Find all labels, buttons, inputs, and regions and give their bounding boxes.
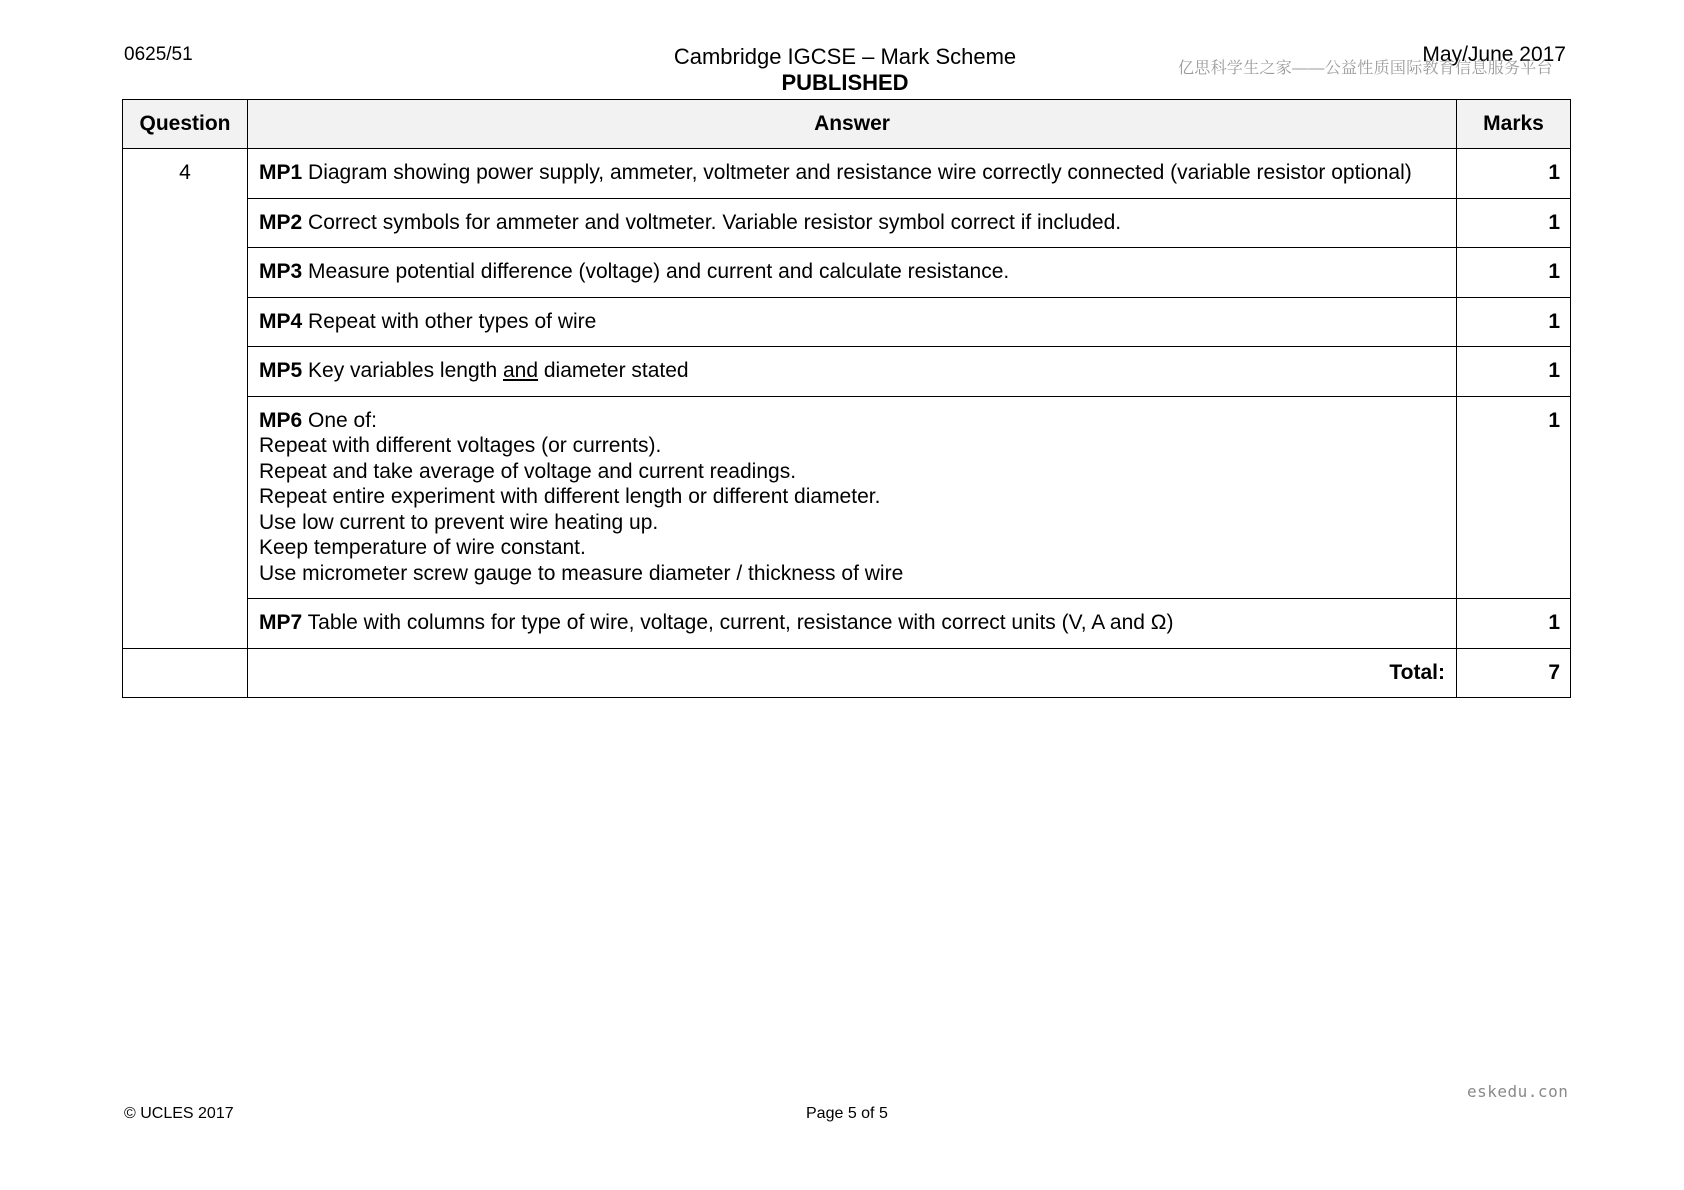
exam-session: May/June 2017 [1422, 43, 1566, 66]
syllabus-code: 0625/51 [124, 44, 193, 65]
answer-cell [248, 248, 1457, 298]
answer-intro [259, 408, 1444, 434]
answer-cell [248, 297, 1457, 347]
table-row [123, 599, 1571, 649]
answer-text: Measure potential difference (voltage) and current and calculate resistance. [302, 260, 1010, 283]
mark-cell: 1 [1457, 149, 1571, 199]
copyright-notice: © UCLES 2017 [124, 1105, 234, 1122]
marking-point-label: MP3 [259, 260, 303, 283]
marks-column-header: Marks [1457, 100, 1571, 149]
mark-cell: 1 [1457, 248, 1571, 298]
page-number: Page 5 of 5 [806, 1105, 888, 1122]
mark-cell: 1 [1457, 347, 1571, 397]
mark-cell: 1 [1457, 599, 1571, 649]
answer-option: Use micrometer screw gauge to measure diameter / thickness of wire [259, 561, 904, 585]
watermark-top: 亿思科学生之家——公益性质国际教育信息服务平台 [1178, 60, 1553, 77]
marking-point-label: MP7 [259, 611, 303, 634]
mark-cell: 1 [1457, 198, 1571, 248]
underlined-word: and [502, 359, 539, 382]
mark-cell: 1 [1457, 396, 1571, 599]
answer-cell [248, 149, 1457, 199]
marking-point-label: MP1 [259, 161, 303, 184]
answer-cell [248, 396, 1457, 599]
answer-text: Key variables length [302, 359, 503, 382]
question-column-header: Question [123, 100, 248, 149]
table-row [123, 347, 1571, 397]
answer-option: Repeat with different voltages (or currents). [259, 434, 662, 457]
table-header-row [123, 100, 1571, 149]
answer-cell [248, 599, 1457, 649]
answer-option: Keep temperature of wire constant. [259, 536, 586, 559]
answer-text: Correct symbols for ammeter and voltmeter. Variable resistor symbol correct if included. [302, 210, 1122, 234]
answer-text: One of: [302, 408, 377, 432]
watermark-bottom: eskedu.con [1467, 1082, 1569, 1101]
table-row [123, 297, 1571, 347]
marking-point-label: MP4 [259, 309, 303, 333]
answer-text: Table with columns for type of wire, voltage, current, resistance with correct units (V, A and Ω) [302, 611, 1174, 634]
marking-point-label: MP6 [259, 408, 303, 432]
answer-text: Diagram showing power supply, ammeter, voltmeter and resistance wire correctly connected (variable resistor optional) [302, 161, 1412, 184]
table-row [123, 198, 1571, 248]
answer-text: Repeat with other types of wire [302, 309, 597, 333]
table-row [123, 149, 1571, 199]
mark-scheme-table [122, 99, 1571, 698]
published-label: PUBLISHED [781, 70, 909, 95]
answer-option: Use low current to prevent wire heating up. [259, 510, 659, 534]
empty-cell [123, 648, 248, 698]
table-row [123, 248, 1571, 298]
answer-column-header: Answer [248, 100, 1457, 149]
question-number: 4 [123, 149, 248, 649]
table-row [123, 396, 1571, 599]
answer-option: Repeat and take average of voltage and current readings. [259, 459, 797, 483]
document-title: Cambridge IGCSE – Mark Scheme [673, 44, 1017, 69]
answer-cell [248, 347, 1457, 397]
marking-point-label: MP2 [259, 210, 303, 234]
answer-cell [248, 198, 1457, 248]
total-row [123, 648, 1571, 698]
answer-text-continued: diameter stated [538, 359, 689, 382]
answer-option: Repeat entire experiment with different length or different diameter. [259, 485, 881, 508]
total-marks: 7 [1457, 648, 1571, 698]
total-label: Total: [248, 648, 1457, 698]
mark-cell: 1 [1457, 297, 1571, 347]
marking-point-label: MP5 [259, 359, 303, 382]
